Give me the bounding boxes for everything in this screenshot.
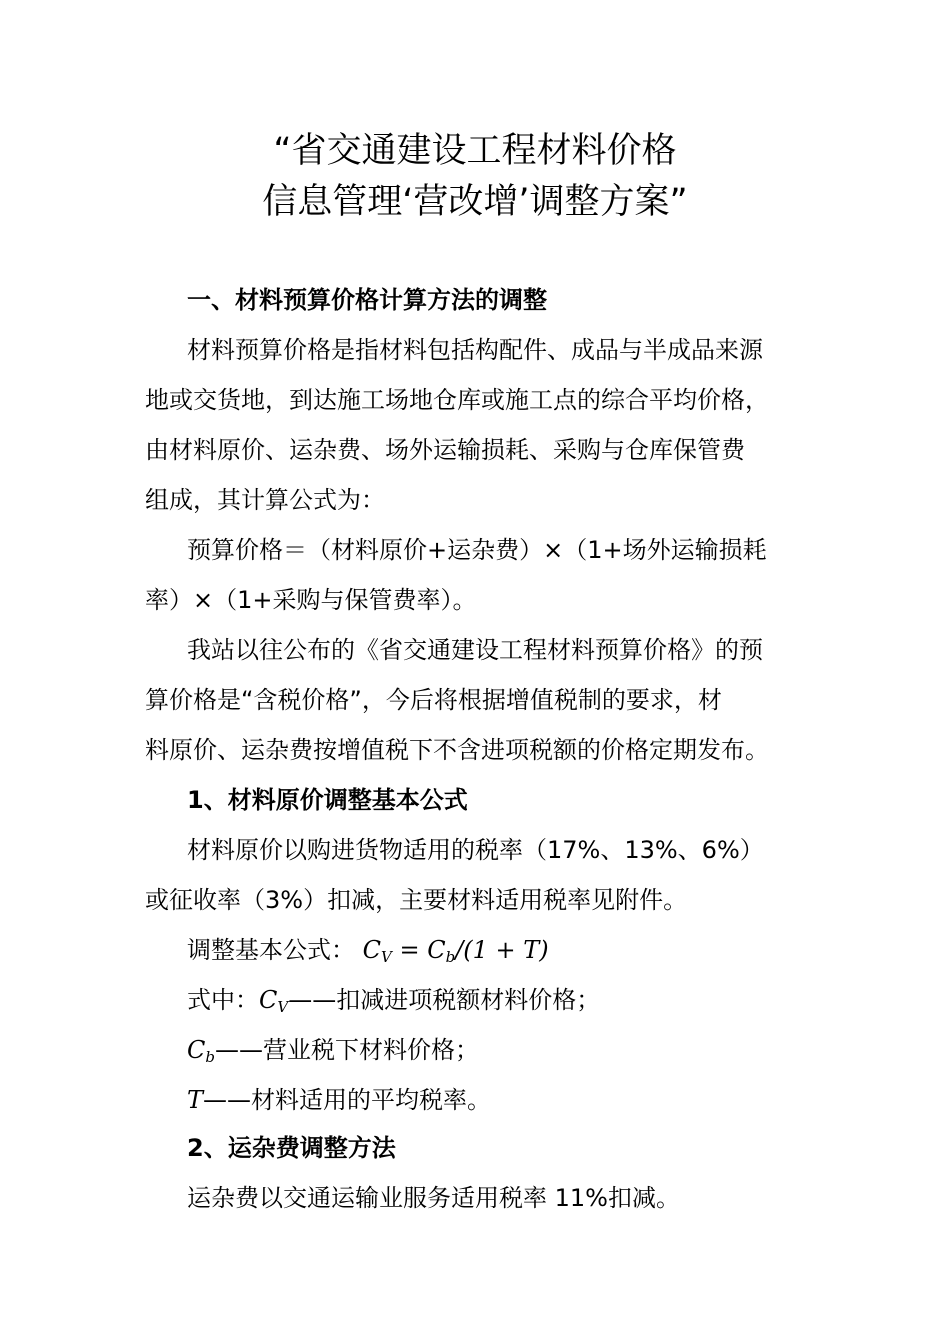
formula-line: 预算价格＝（材料原价+运杂费）×（1+场外运输损耗 — [187, 536, 767, 564]
definition-text: ——营业税下材料价格； — [214, 1036, 479, 1064]
definition-row — [187, 1032, 479, 1075]
paragraph-line: 算价格是“含税价格”，今后将根据增值税制的要求，材 — [145, 686, 722, 714]
paragraph-line: 我站以往公布的《省交通建设工程材料预算价格》的预 — [187, 636, 763, 664]
paragraph-line: 材料预算价格是指材料包括构配件、成品与半成品来源 — [187, 336, 763, 364]
paragraph-line: 地或交货地，到达施工场地仓库或施工点的综合平均价格， — [145, 386, 769, 414]
definition-row — [187, 1082, 491, 1118]
paragraph-line: 或征收率（3%）扣减，主要材料适用税率见附件。 — [145, 886, 688, 914]
formula-row — [187, 932, 549, 975]
symbol-cb: $C_b$ — [187, 1036, 215, 1066]
formula-label: 调整基本公式： — [187, 936, 355, 964]
symbol-cv: $C_V$ — [259, 986, 289, 1016]
formula-expression: $C_V = C_b/(1 + T)$ — [362, 936, 549, 966]
section-heading: 一、材料预算价格计算方法的调整 — [187, 286, 547, 314]
title-line-2: 信息管理‘营改增’调整方案” — [262, 182, 688, 222]
definition-text: ——扣减进项税额材料价格； — [288, 986, 601, 1014]
paragraph-line: 运杂费以交通运输业服务适用税率 11%扣减。 — [187, 1184, 680, 1212]
paragraph-line: 料原价、运杂费按增值税下不含进项税额的价格定期发布。 — [145, 736, 769, 764]
formula-line: 率）×（1+采购与保管费率）。 — [145, 586, 477, 614]
where-label: 式中： — [187, 986, 259, 1014]
paragraph-line: 组成，其计算公式为： — [145, 486, 385, 514]
subsection-heading: 1、材料原价调整基本公式 — [187, 786, 468, 814]
symbol-t: T — [187, 1086, 204, 1114]
subsection-heading: 2、运杂费调整方法 — [187, 1134, 396, 1162]
title-line-1: “省交通建设工程材料价格 — [273, 131, 677, 171]
definition-text: ——材料适用的平均税率。 — [203, 1086, 492, 1114]
paragraph-line: 由材料原价、运杂费、场外运输损耗、采购与仓库保管费 — [145, 436, 745, 464]
definition-row — [187, 982, 600, 1025]
paragraph-line: 材料原价以购进货物适用的税率（17%、13%、6%） — [187, 836, 764, 864]
